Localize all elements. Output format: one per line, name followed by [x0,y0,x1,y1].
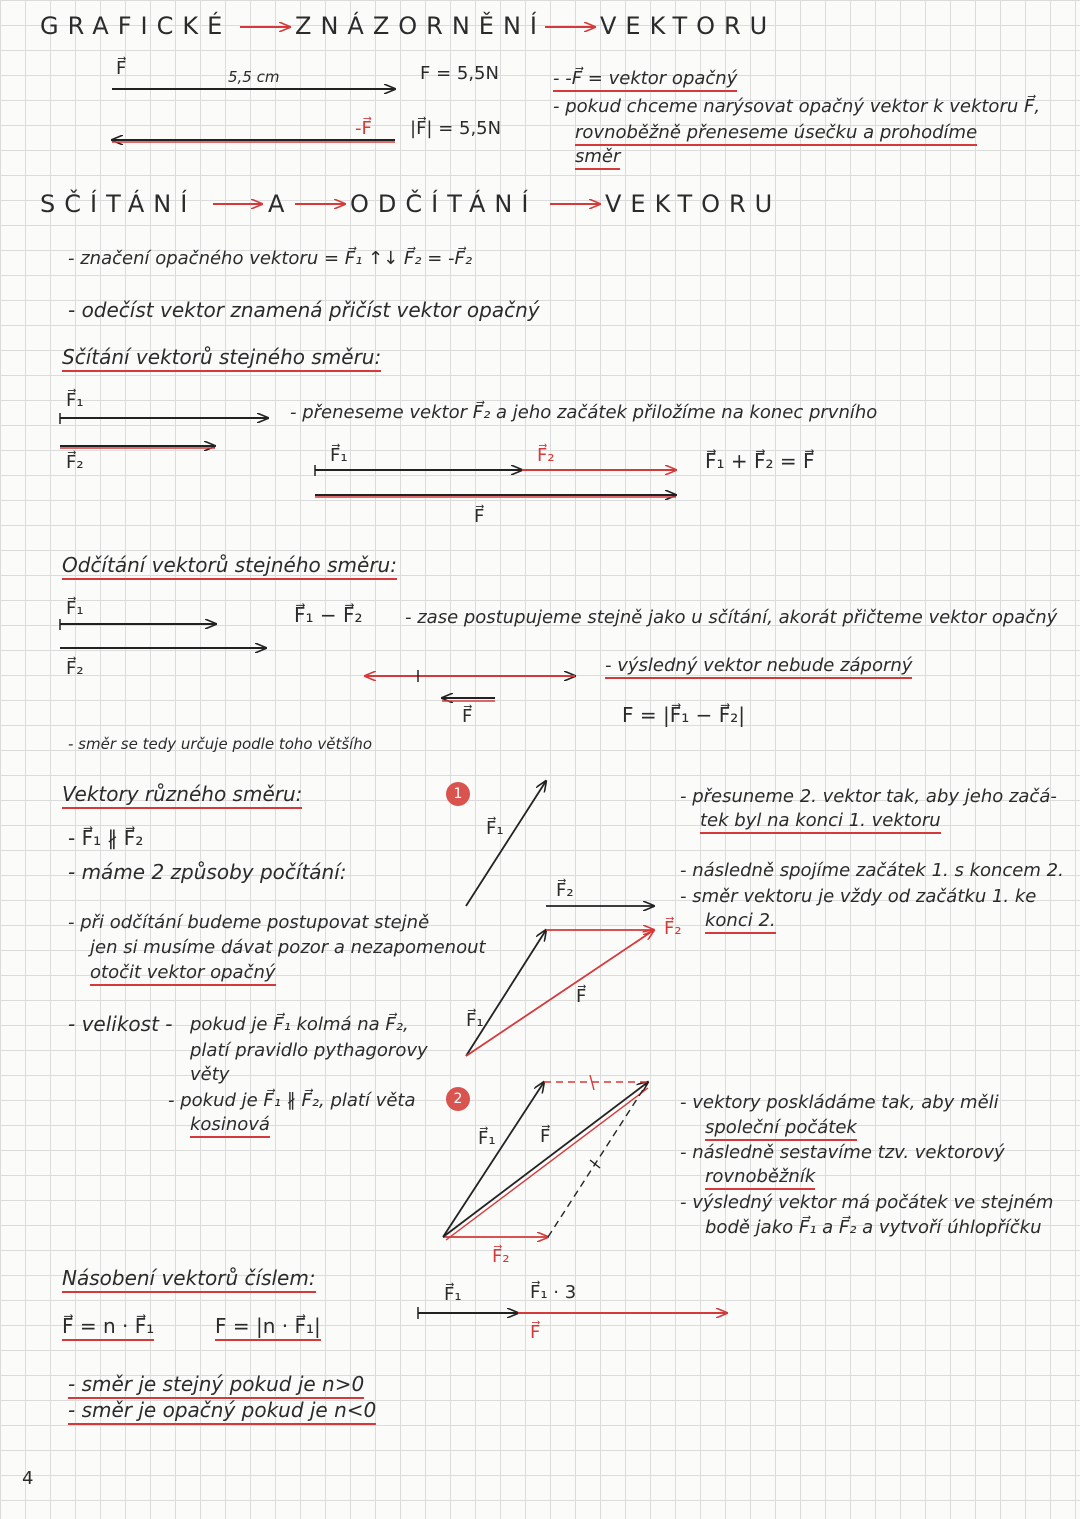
scitani-diag-f: F⃗ [474,506,485,527]
odcitani-note: - zase postupujeme stejně jako u sčítání, akorát přičteme vektor opačný [405,607,1058,628]
scitani-bullet-2: - odečíst vektor znamená přičíst vektor opačný [68,298,540,322]
m1-f1 [466,781,546,906]
ruzne-v1c: věty [190,1064,230,1085]
m2-label-f2: F⃗₂ [492,1246,510,1267]
ruzne-b3b: jen si musíme dávat pozor a nezapomenout [90,937,486,958]
ruzne-m2b: rovnoběžník [705,1166,815,1190]
odcitani-f2: F⃗₂ [66,658,84,679]
label-f-value: F = 5,5N [420,63,499,84]
nasobeni-label-f1: F⃗₁ [444,1284,462,1305]
ruzne-n3a: - směr vektoru je vždy od začátku 1. ke [680,886,1037,907]
ruzne-vel: - velikost - [68,1012,173,1036]
odcitani-f: F⃗ [462,706,473,727]
scitani-diag-f1: F⃗₁ [330,445,348,466]
page-number: 4 [22,1468,34,1489]
m1-label-f1: F⃗₁ [486,818,504,839]
scitani-formula: F⃗₁ + F⃗₂ = F⃗ [705,449,815,473]
m2-label-f: F⃗ [540,1126,551,1147]
method-2-badge: 2 [446,1087,470,1111]
ruzne-b3a: - při odčítání budeme postupovat stejně [68,912,430,933]
ruzne-m3b: bodě jako F⃗₁ a F⃗₂ a vytvoří úhlopříčku [705,1217,1042,1238]
label-length: 5,5 cm [228,68,280,86]
nasobeni-b2: - směr je opačný pokud je n<0 [68,1398,376,1425]
heading-znazorneni: ZNÁZORNĚNÍ [295,12,546,40]
nasobeni-label-f13: F⃗₁ · 3 [530,1282,577,1303]
m1-label-f1b: F⃗₁ [466,1010,484,1031]
m1-result [466,930,654,1056]
nasobeni-formula-1: F⃗ = n · F⃗₁ [62,1314,154,1341]
ruzne-n2: - následně spojíme začátek 1. s koncem 2. [680,860,1064,881]
heading-vektoru-1: VEKTORU [600,12,777,40]
ruzne-n1b: tek byl na konci 1. vektoru [700,810,941,834]
odcitani-note-2: - výsledný vektor nebude záporný [605,655,912,679]
scitani-bullet-1: - značení opačného vektoru = F⃗₁ ↑↓ F⃗₂ = -F⃗₂ [68,248,473,269]
nasobeni-title: Násobení vektorů číslem: [62,1266,316,1293]
m1-label-f2-red: F⃗₂ [664,918,682,939]
m1-label-f: F⃗ [576,986,587,1007]
ruzne-v1a: pokud je F⃗₁ kolmá na F⃗₂, [190,1014,409,1035]
label-abs-f: |F⃗| = 5,5N [410,118,502,139]
ruzne-v2a: - pokud je F⃗₁ ∦ F⃗₂, platí věta [168,1090,416,1111]
heading-odcitani: ODČÍTÁNÍ [350,190,538,218]
heading-scitani: SČÍTÁNÍ [40,190,197,218]
m2-result [443,1082,648,1237]
ruzne-m3a: - výsledný vektor má počátek ve stejném [680,1192,1054,1213]
scitani-f2: F⃗₂ [66,452,84,473]
odcitani-f1: F⃗₁ [66,598,84,619]
m2-label-f1: F⃗₁ [478,1128,496,1149]
odcitani-formula: F = |F⃗₁ − F⃗₂| [622,703,745,727]
ruzne-m1b: společní počátek [705,1117,857,1141]
ruzne-v1b: platí pravidlo pythagorovy [190,1040,428,1061]
scitani-f1: F⃗₁ [66,390,84,411]
heading-graficke: GRAFICKÉ [40,12,232,40]
odcitani-expr: F⃗₁ − F⃗₂ [294,603,363,627]
ruzne-m1a: - vektory poskládáme tak, aby měli [680,1092,999,1113]
ruzne-b3c: otočit vektor opačný [90,962,276,986]
label-f: F⃗ [116,58,127,79]
nasobeni-formula-2: F = |n · F⃗₁| [215,1314,321,1341]
ruzne-b1: - F⃗₁ ∦ F⃗₂ [68,826,144,850]
scitani-note: - přeneseme vektor F⃗₂ a jeho začátek přiložíme na konec prvního [290,402,878,423]
ruzne-title: Vektory různého směru: [62,782,302,809]
graf-note-2a: - pokud chceme narýsovat opačný vektor k vektoru F⃗, [553,96,1041,117]
odcitani-smer: - směr se tedy určuje podle toho většího [68,735,372,753]
graf-note-1: - -F⃗ = vektor opačný [553,68,737,89]
nasobeni-b1: - směr je stejný pokud je n>0 [68,1372,364,1399]
ruzne-n3b: konci 2. [705,910,776,934]
ruzne-v2b: kosinová [190,1114,270,1138]
scitani-title: Sčítání vektorů stejného směru: [62,345,381,372]
odcitani-title: Odčítání vektorů stejného směru: [62,553,397,580]
method-1-badge: 1 [446,782,470,806]
nasobeni-label-f: F⃗ [530,1322,541,1343]
heading-vektoru-2: VEKTORU [605,190,782,218]
scitani-diag-f2: F⃗₂ [537,445,555,466]
m1-label-f2: F⃗₂ [556,880,574,901]
label-neg-f: -F⃗ [355,118,372,139]
ruzne-m2a: - následně sestavíme tzv. vektorový [680,1142,1005,1163]
graf-note-2c: směr [575,146,620,170]
graf-note-2b: rovnoběžně přeneseme úsečku a prohodíme [575,122,977,146]
heading-a: A [268,190,294,218]
ruzne-b2: - máme 2 způsoby počítání: [68,860,347,884]
ruzne-n1a: - přesuneme 2. vektor tak, aby jeho začá- [680,786,1057,807]
